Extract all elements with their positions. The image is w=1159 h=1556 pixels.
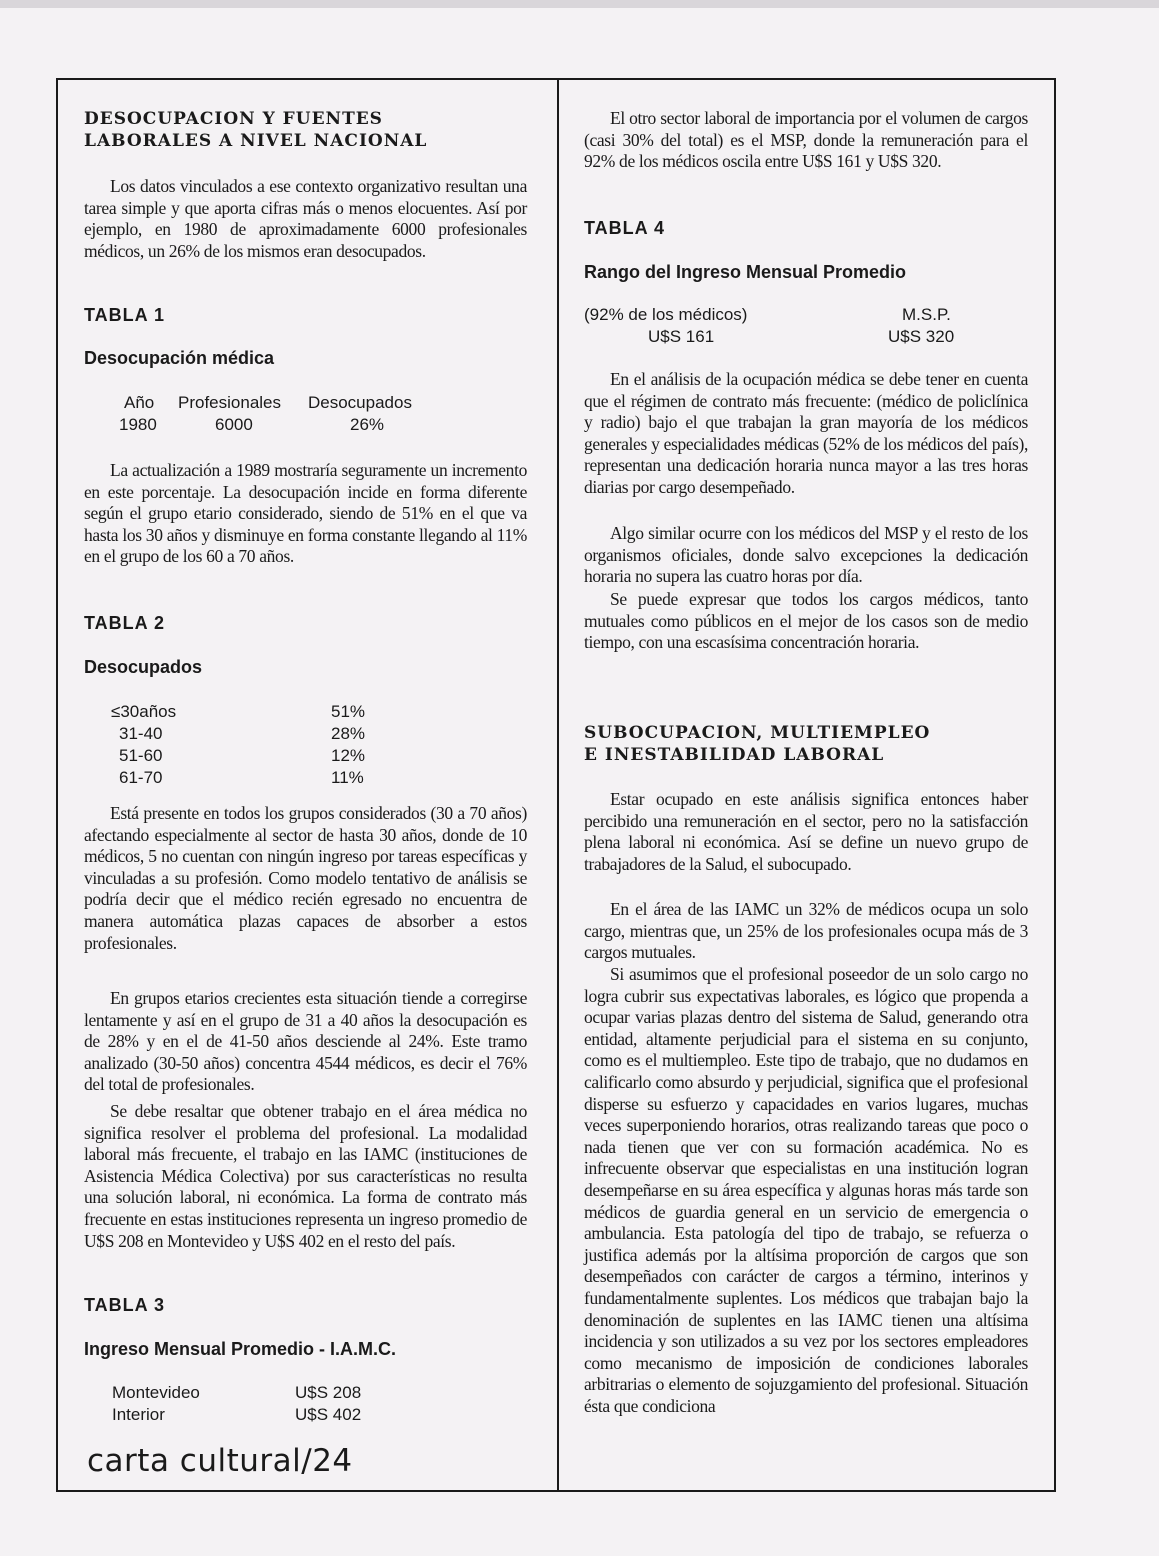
table-cell: 1980 (119, 415, 157, 434)
paragraph: Se debe resaltar que obtener trabajo en el área médica no significa resolver el problema del profesional. La modalidad laboral más frecuente, el trabajo en las IAMC (instituciones de Asistencia Médica Colectiva) por sus características no resulta una solución laboral, ni económica. La forma de contrato más frecuente en estas instituciones representa un ingreso promedio de U$S 208 en Montevideo y U$S 402 en el resto del país. (84, 1101, 527, 1251)
heading-line: E INESTABILIDAD LABORAL (584, 745, 885, 765)
table-cell: 12% (331, 746, 366, 765)
table-cell: U$S 402 (295, 1405, 362, 1424)
table-cell: 31-40 (119, 724, 163, 743)
table-cell: 51% (331, 702, 366, 721)
paragraph: El otro sector laboral de importancia por el volumen de cargos (casi 30% del total) es el MSP, donde la remuneración para el 92% de los médicos oscila entre U$S 161 y U$S 320. (584, 108, 1028, 172)
table-cell: 6000 (215, 415, 253, 434)
table-header: M.S.P. (902, 305, 951, 324)
paragraph: Se puede expresar que todos los cargos médicos, tanto mutuales como públicos en el mejor de los casos son de medio tiempo, con una escasísima concentración horaria. (584, 589, 1028, 653)
heading-line: DESOCUPACION Y FUENTES (84, 109, 383, 129)
table-title: Rango del Ingreso Mensual Promedio (584, 262, 907, 282)
paragraph: En el área de las IAMC un 32% de médicos ocupa un solo cargo, mientras que, un 25% de los profesionales ocupa más de 3 cargos mutuales. (584, 899, 1028, 963)
table-label: TABLA 2 (84, 613, 165, 633)
article-frame (56, 78, 1056, 1492)
section-heading-subocupacion (584, 722, 930, 766)
table-label: TABLA 3 (84, 1295, 165, 1315)
page-top-edge (0, 0, 1159, 8)
heading-line: LABORALES A NIVEL NACIONAL (84, 131, 428, 151)
paragraph: En grupos etarios crecientes esta situación tiende a corregirse lentamente y así en el grupo de 31 a 40 años la desocupación es de 28% y en el de 41-50 años desciende al 24%. Este tramo analizado (30-50 años) concentra 4544 médicos, es decir el 76% del total de profesionales. (84, 988, 527, 1095)
table-cell: Interior (112, 1405, 165, 1424)
paragraph: Está presente en todos los grupos considerados (30 a 70 años) afectando especialmente al sector de hasta 30 años, donde de 10 médicos, 5 no cuentan con ningún ingreso por tareas específicas y vinculadas a su profesión. Como modelo tentativo de análisis se podría decir que el médico recién egresado no encuentra de manera automática plazas capaces de absorber a estos profesionales. (84, 803, 527, 953)
table-title: Desocupados (84, 657, 203, 677)
table-header-profesionales: Profesionales (178, 393, 282, 412)
table-header-year: Año (124, 393, 155, 412)
heading-line: SUBOCUPACION, MULTIEMPLEO (584, 723, 931, 743)
paragraph: La actualización a 1989 mostraría seguramente un incremento en este porcentaje. La desocupación incide en forma diferente según el grupo etario considerado, siendo de 51% en el que va hasta los 30 años y disminuye en forma constante llegando al 11% en el grupo de los 60 a 70 años. (84, 460, 527, 567)
table-header: (92% de los médicos) (584, 305, 748, 324)
table-cell: U$S 208 (295, 1383, 362, 1402)
table-label: TABLA 4 (584, 218, 665, 238)
table-label: TABLA 1 (84, 305, 165, 325)
table-title: Ingreso Mensual Promedio - I.A.M.C. (84, 1339, 397, 1359)
paragraph: En el análisis de la ocupación médica se debe tener en cuenta que el régimen de contrato más frecuente: (médico de policlínica y radio) bajo el que trabajan la gran mayoría de los médicos generales y especialidades médicas (52% de los médicos del país), representan una dedicación horaria nunca mayor a las tres horas diarias por cargo desempeñado. (584, 369, 1028, 497)
table-cell: 61-70 (119, 768, 163, 787)
table-cell: U$S 320 (888, 327, 955, 346)
section-heading-desocupacion (84, 108, 427, 152)
column-divider (557, 80, 559, 1490)
table-cell: 28% (331, 724, 366, 743)
paragraph: Estar ocupado en este análisis significa entonces haber percibido una remuneración en el sector, pero no la satisfacción plena laboral ni económica. Así se define un nuevo grupo de trabajadores de la Salud, el subocupado. (584, 789, 1028, 874)
table-cell: 11% (331, 768, 364, 787)
table-cell: 51-60 (119, 746, 163, 765)
table-cell: Montevideo (112, 1383, 200, 1402)
table-cell: 26% (350, 415, 385, 434)
table-cell: U$S 161 (648, 327, 715, 346)
paragraph: Si asumimos que el profesional poseedor de un solo cargo no logra cubrir sus expectativas laborales, es lógico que propenda a ocupar varias plazas dentro del sistema de Salud, generando otra entidad, altamente perjudicial para el sistema en su conjunto, como es el multiempleo. Este tipo de trabajo, que no dudamos en calificarlo como absurdo y perjudicial, significa que el profesional disperse su esfuerzo y capacidades en varios lugares, muchas veces superponiendo horarios, otras realizando tareas que poco o nada tienen que ver con su formación académica. No es infrecuente observar que especialistas en una institución logran desempeñarse en su área específica y algunas horas más tarde son médicos de guardia general en un servicio de emergencia o ambulancia. Esta patología del tipo de trabajo, se refuerza o justifica además por la altísima proporción de cargos que son desempeñados con carácter de cargos a término, interinos y fundamentalmente suplentes. Los médicos que trabajan bajo la denominación de suplentes en las IAMC tienen una altísima incidencia y son utilizados a su vez por los sectores empleadores como mecanismo de imposición de condiciones laborales arbitrarias o elemento de sojuzgamiento del profesional. Situación ésta que condiciona (584, 964, 1028, 1416)
paragraph: Los datos vinculados a ese contexto organizativo resultan una tarea simple y que aporta cifras más o menos elocuentes. Así por ejemplo, en 1980 de aproximadamente 6000 profesionales médicos, un 26% de los mismos eran desocupados. (84, 176, 527, 261)
paragraph: Algo similar ocurre con los médicos del MSP y el resto de los organismos oficiales, donde salvo excepciones la dedicación horaria no supera las cuatro horas por día. (584, 523, 1028, 587)
table-header-desocupados: Desocupados (308, 393, 412, 412)
table-cell: ≤30años (111, 702, 177, 721)
page-footer: carta cultural/24 (87, 1443, 353, 1479)
table-title: Desocupación médica (84, 348, 275, 368)
